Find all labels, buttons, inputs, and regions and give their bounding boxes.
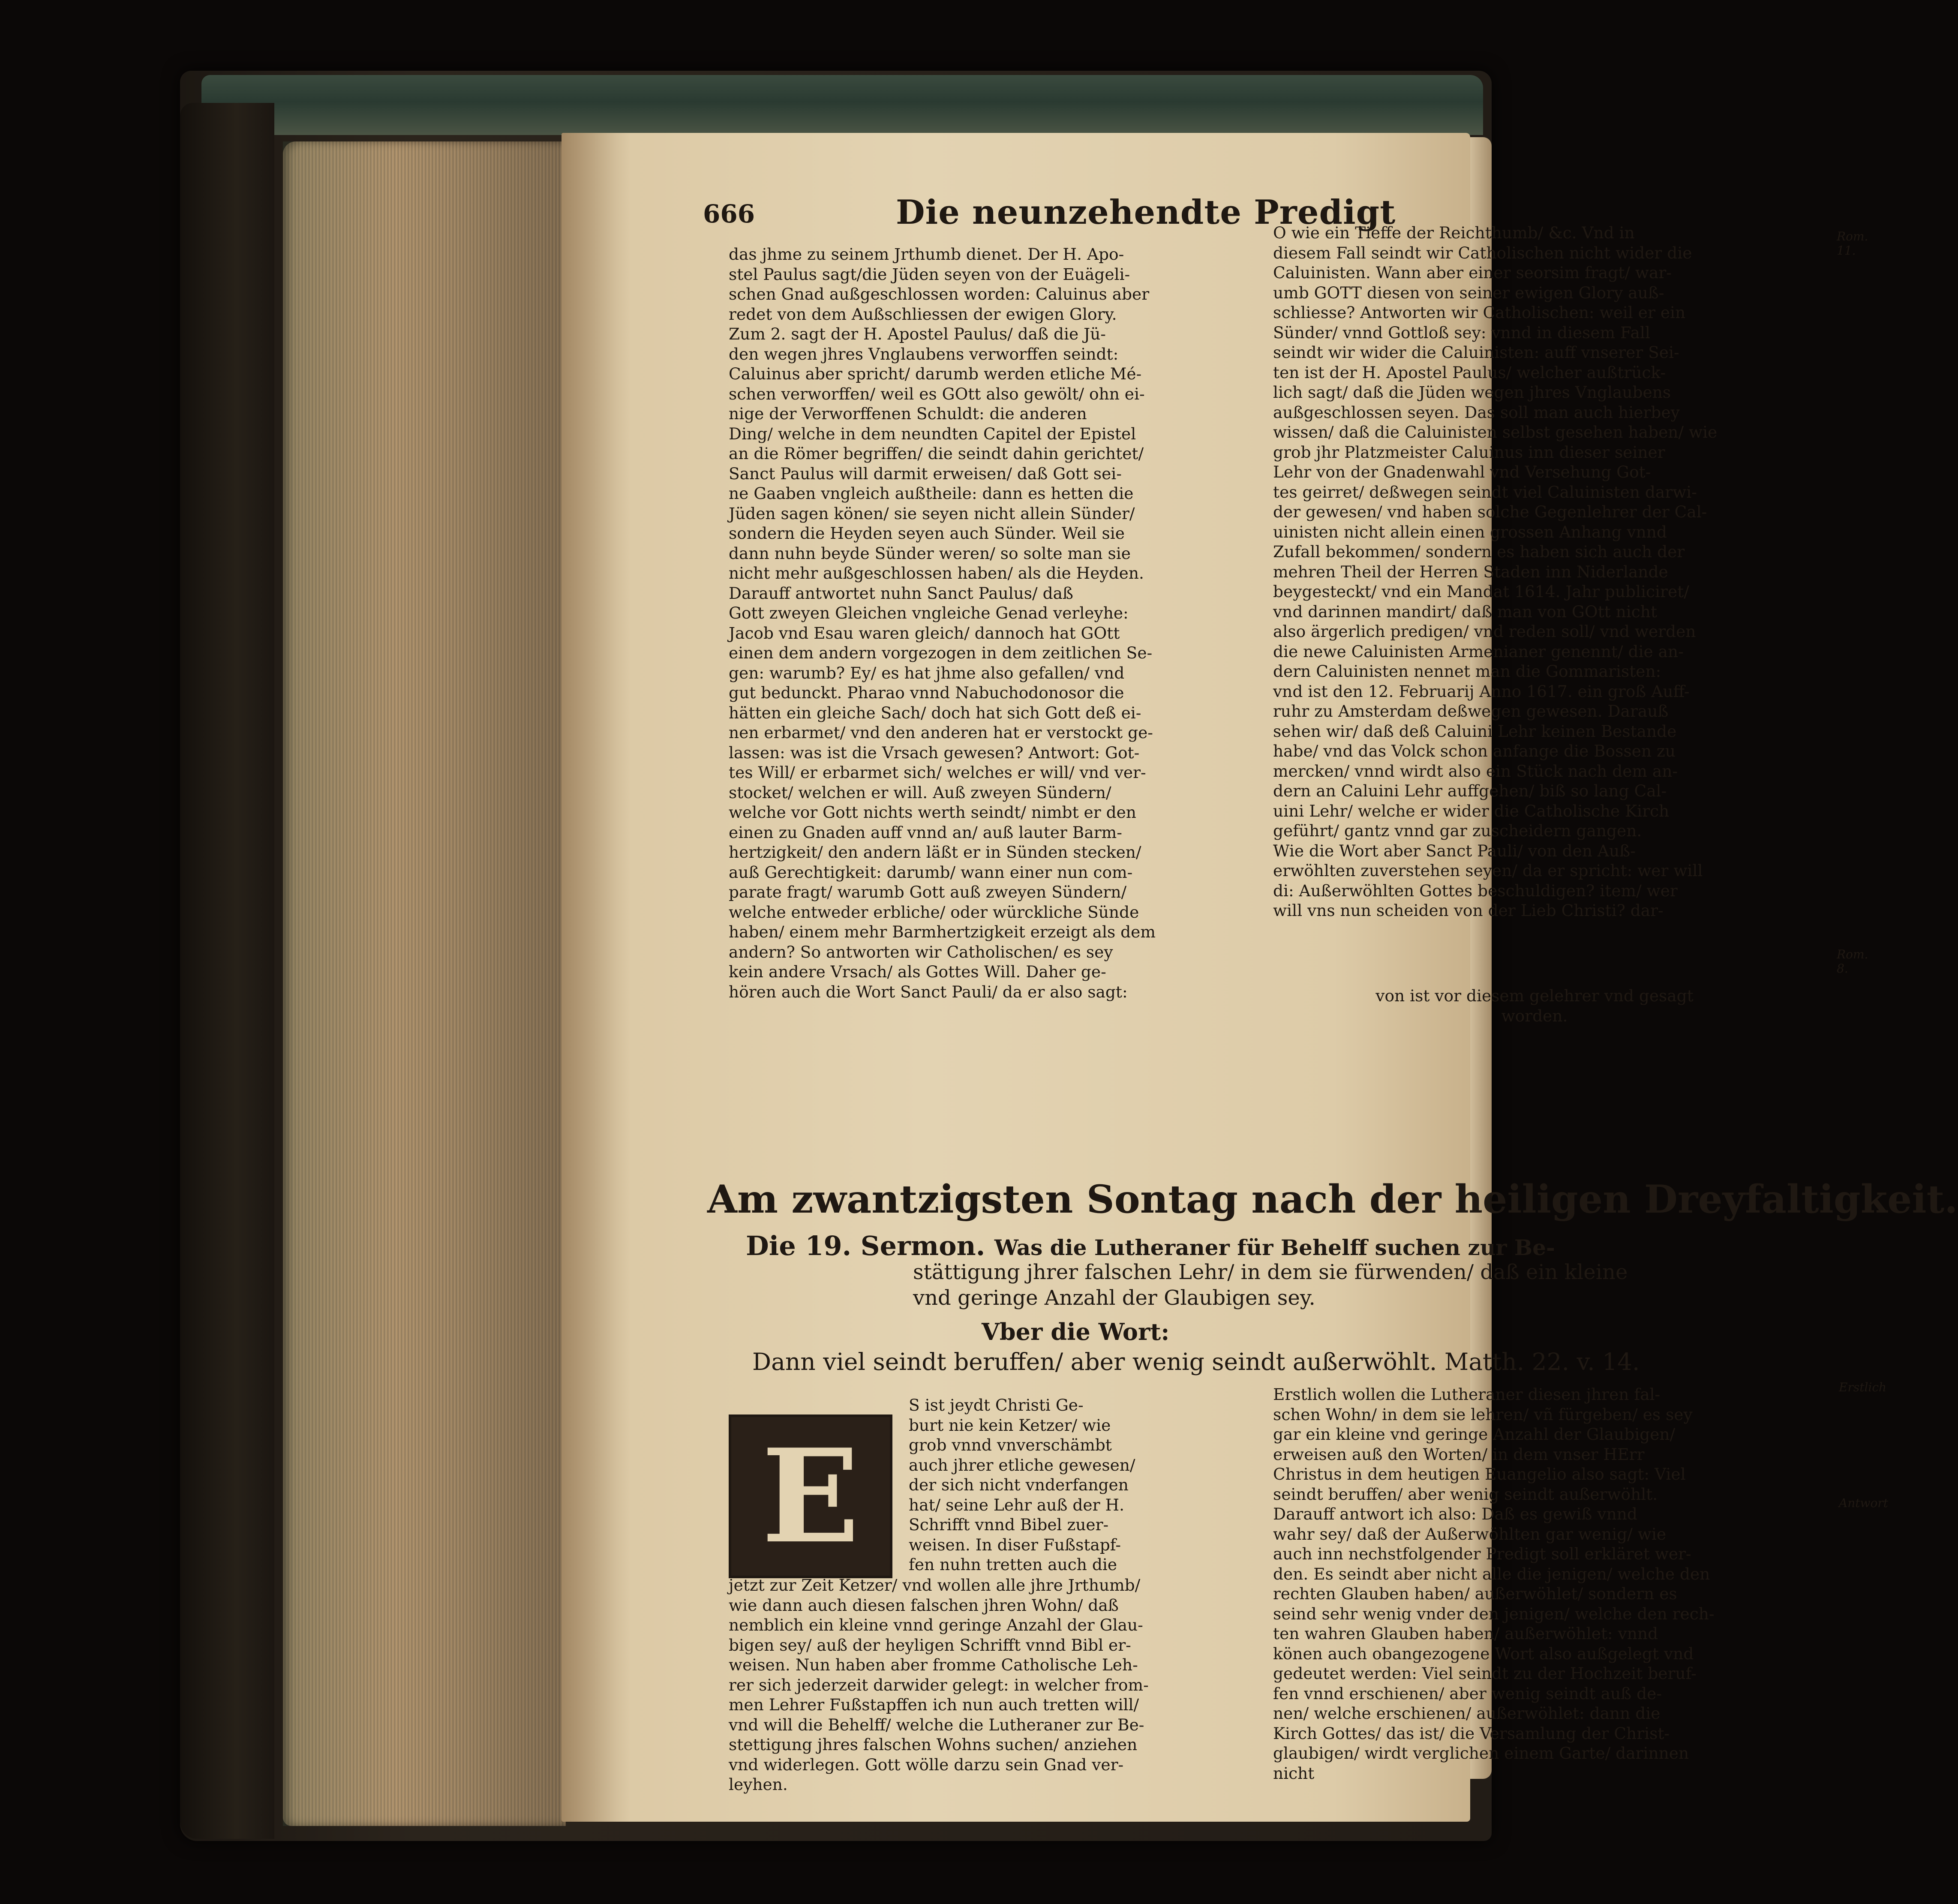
- cover-top-edge: [201, 75, 1483, 135]
- initial-letter: E: [761, 1420, 860, 1572]
- text-line: burt nie kein Ketzer/ wie: [909, 1415, 1111, 1435]
- text-line: dern an Caluini Lehr auffgehen/ biß so lang Cal-: [1273, 781, 1667, 800]
- text-line: Kirch Gottes/ das ist/ die Versamlung der Christ-: [1273, 1724, 1670, 1743]
- text-line: Wie die Wort aber Sanct Pauli/ von den Auß-: [1273, 841, 1636, 860]
- text-line: hören auch die Wort Sanct Pauli/ da er also sagt:: [729, 982, 1128, 1001]
- text-line: auch inn nechstfolgender Predigt soll erkläret wer-: [1273, 1544, 1691, 1563]
- text-line: stocket/ welchen er will. Auß zweyen Sündern/: [729, 783, 1111, 802]
- text-line: gar ein kleine vnd geringe Anzahl der Glaubigen/: [1273, 1425, 1676, 1444]
- text-line: an die Römer begriffen/ die seindt dahin gerichtet/: [729, 444, 1144, 463]
- text-line: erwöhlten zuverstehen seyen/ da er spricht: wer will: [1273, 861, 1703, 880]
- text-line: gen: warumb? Ey/ es hat jhme also gefallen/ vnd: [729, 663, 1125, 682]
- text-line: ruhr zu Amsterdam deßwegen gewesen. Darauß: [1273, 702, 1669, 721]
- text-line: also ärgerlich predigen/ vnd reden soll/ vnd werden: [1273, 622, 1696, 641]
- text-line: Jacob vnd Esau waren gleich/ dannoch hat GOtt: [729, 623, 1120, 643]
- sermon-left-below: [729, 1575, 1247, 1795]
- text-line: Darauff antwort ich also: Daß es gewiß vnnd: [1273, 1505, 1637, 1523]
- text-line: weisen. Nun haben aber fromme Catholische Leh-: [729, 1655, 1138, 1674]
- text-line: sehen wir/ daß deß Caluini Lehr keinen Bestande: [1273, 721, 1677, 741]
- text-line: schen Wohn/ in dem sie lehren/ vñ fürgeben/ es sey: [1273, 1405, 1693, 1424]
- text-line: ten ist der H. Apostel Paulus/ welcher außtrück-: [1273, 363, 1666, 382]
- text-line: Christus in dem heutigen Euangelio also sagt: Viel: [1273, 1465, 1686, 1484]
- text-line: mehren Theil der Herren Staden inn Niderlande: [1273, 562, 1668, 581]
- text-line: stel Paulus sagt/die Jüden seyen von der Euägeli-: [729, 264, 1130, 284]
- text-line: Darauff antwortet nuhn Sanct Paulus/ daß: [729, 583, 1073, 603]
- text-line: Lehr von der Gnadenwahl vnd Versehung Got-: [1273, 462, 1651, 481]
- text-line: den. Es seindt aber nicht alle die jenigen/ welche den: [1273, 1564, 1710, 1583]
- text-line: Erstlich wollen die Lutheraner diesen jhren fal-: [1273, 1385, 1661, 1404]
- sermon-title-3: vnd geringe Anzahl der Glaubigen sey.: [913, 1286, 1315, 1310]
- text-line: uini Lehr/ welche er wider die Catholische Kirch: [1273, 801, 1670, 820]
- sermon-title-line-1: [746, 1230, 1555, 1261]
- text-line: geführt/ gantz vnnd gar zuscheidern gangen.: [1273, 821, 1642, 840]
- text-line: dann nuhn beyde Sünder weren/ so solte man sie: [729, 544, 1131, 563]
- margin-note-erstlich: Erstlich: [1839, 1380, 1887, 1394]
- text-line: vnd ist den 12. Februarij Anno 1617. ein groß Auff-: [1273, 682, 1690, 701]
- text-line: O wie ein Tieffe der Reichthumb/ &c. Vnd in: [1273, 223, 1635, 242]
- text-line: worden.: [1501, 1006, 1568, 1025]
- text-line: ne Gaaben vngleich außtheile: dann es hetten die: [729, 484, 1134, 503]
- text-line: mercken/ vnnd wirdt also ein Stück nach dem an-: [1273, 761, 1678, 781]
- text-line: Jüden sagen könen/ sie seyen nicht allein Sünder/: [729, 504, 1135, 523]
- text-line: ten wahren Glauben haben/ außerwöhlet: vnnd: [1273, 1624, 1658, 1643]
- sermon-label: Die 19. Sermon.: [746, 1230, 985, 1261]
- text-line: auch jhrer etliche gewesen/: [909, 1455, 1135, 1475]
- words-heading: Vber die Wort:: [982, 1318, 1170, 1345]
- sermon-title-2: stättigung jhrer falschen Lehr/ in dem sie fürwenden/ daß ein kleine: [913, 1260, 1628, 1284]
- text-line: tes geirret/ deßwegen seindt viel Caluinisten darwi-: [1273, 482, 1697, 502]
- text-line: erweisen auß den Worten/ in dem vnser HErr: [1273, 1445, 1645, 1464]
- text-line: haben/ einem mehr Barmhertzigkeit erzeigt als dem: [729, 922, 1156, 941]
- page-number: 666: [703, 199, 755, 228]
- text-line: vnd darinnen mandirt/ daß man von GOtt nicht: [1273, 602, 1658, 621]
- text-line: bigen sey/ auß der heyligen Schrifft vnnd Bibl er-: [729, 1635, 1131, 1655]
- text-line: umb GOTT diesen von seiner ewigen Glory auß-: [1273, 283, 1664, 302]
- text-line: schen verworffen/ weil es GOtt also gewölt/ ohn ei-: [729, 384, 1145, 403]
- text-line: grob vnnd vnverschämbt: [909, 1436, 1112, 1454]
- decorated-initial: [729, 1414, 892, 1578]
- text-line: Zufall bekommen/ sondern es haben sich auch der: [1273, 542, 1685, 561]
- sermon-left-beside-initial: [909, 1395, 1247, 1575]
- text-line: könen auch obangezogene Wort also außgelegt vnd: [1273, 1644, 1694, 1663]
- text-line: gedeutet werden: Viel seindt zu der Hochzeit beruf-: [1273, 1664, 1697, 1683]
- text-line: Gott zweyen Gleichen vngleiche Genad verleyhe:: [729, 604, 1129, 622]
- text-line: kein andere Vrsach/ als Gottes Will. Daher ge-: [729, 962, 1106, 981]
- text-line: jetzt zur Zeit Ketzer/ vnd wollen alle jhre Jrthumb/: [729, 1576, 1141, 1595]
- text-line: der gewesen/ vnd haben solche Gegenlehrer der Cal-: [1273, 502, 1707, 521]
- text-line: lich sagt/ daß die Jüden wegen jhres Vnglaubens: [1273, 383, 1671, 402]
- text-line: men Lehrer Fußstapffen ich nun auch tretten will/: [729, 1695, 1139, 1714]
- text-line: einen dem andern vorgezogen in dem zeitlichen Se-: [729, 643, 1153, 662]
- text-line: nemblich ein kleine vnnd geringe Anzahl der Glau-: [729, 1616, 1143, 1634]
- text-line: vnd will die Behelff/ welche die Lutheraner zur Be-: [729, 1715, 1144, 1734]
- text-line: rechten Glauben haben/ außerwöhlet/ sondern es: [1273, 1584, 1677, 1603]
- text-line: weisen. In diser Fußstapf-: [909, 1535, 1121, 1554]
- text-line: welche vor Gott nichts werth seindt/ nimbt er den: [729, 803, 1136, 822]
- text-line: glaubigen/ wirdt verglichen einem Garte/ darinnen: [1273, 1744, 1689, 1763]
- text-line: Caluinisten. Wann aber einer seorsim fragt/ war-: [1273, 263, 1672, 282]
- text-line: andern? So antworten wir Catholischen/ es sey: [729, 942, 1113, 961]
- text-line: lassen: was ist die Vrsach gewesen? Antwort: Got-: [729, 743, 1140, 762]
- text-line: redet von dem Außschliessen der ewigen Glory.: [729, 304, 1117, 324]
- text-line: schliesse? Antworten wir Catholischen: weil er ein: [1273, 303, 1686, 322]
- bible-verse: Dann viel seindt beruffen/ aber wenig seindt außerwöhlt. Matth. 22. v. 14.: [752, 1348, 1640, 1375]
- text-line: außgeschlossen seyen. Das soll man auch hierbey: [1273, 402, 1680, 422]
- margin-note-antwort: Antwort: [1839, 1496, 1888, 1510]
- text-line: welche entweder erbliche/ oder würckliche Sünde: [729, 902, 1139, 922]
- text-line: wissen/ daß die Caluinisten selbst gesehen haben/ wie: [1273, 423, 1718, 441]
- text-line: der sich nicht vnderfangen: [909, 1475, 1129, 1494]
- margin-note-rom-11: Rom. 11.: [1837, 229, 1868, 258]
- text-line: beygesteckt/ vnd ein Mandat 1614. Jahr publiciret/: [1273, 582, 1689, 601]
- text-line: hertzigkeit/ den andern läßt er in Sünden stecken/: [729, 843, 1141, 862]
- right-column: [1273, 223, 1787, 921]
- text-line: einen zu Gnaden auff vnnd an/ auß lauter Barm-: [729, 823, 1122, 842]
- text-line: fen nuhn tretten auch die: [909, 1555, 1117, 1574]
- text-line: nicht mehr außgeschlossen haben/ als die Heyden.: [729, 564, 1144, 583]
- margin-note-rom-8: Rom. 8.: [1837, 947, 1868, 976]
- text-line: Zum 2. sagt der H. Apostel Paulus/ daß die Jü-: [729, 324, 1106, 343]
- text-line: habe/ vnd das Volck schon anfange die Bossen zu: [1273, 742, 1676, 760]
- text-line: von ist vor diesem gelehrer vnd gesagt: [1375, 986, 1694, 1005]
- text-line: den wegen jhres Vnglaubens verworffen seindt:: [729, 344, 1119, 363]
- text-line: seindt beruffen/ aber wenig seindt außerwöhlt.: [1273, 1484, 1658, 1504]
- text-line: sondern die Heyden seyen auch Sünder. Weil sie: [729, 524, 1125, 543]
- text-line: nicht: [1273, 1763, 1315, 1783]
- text-line: seindt wir wider die Caluinisten: auff vnserer Sei-: [1273, 343, 1679, 362]
- text-line: grob jhr Platzmeister Caluinus inn dieser seiner: [1273, 442, 1665, 462]
- text-line: schen Gnad außgeschlossen worden: Caluinus aber: [729, 285, 1150, 303]
- text-line: die newe Caluinisten Armenianer genennt/ die an-: [1273, 642, 1684, 661]
- text-line: hat/ seine Lehr auß der H.: [909, 1495, 1125, 1514]
- text-line: wahr sey/ daß der Außerwöhlten gar wenig/ wie: [1273, 1524, 1667, 1544]
- text-line: wie dann auch diesen falschen jhren Wohn/ daß: [729, 1595, 1119, 1615]
- right-column-end: [1299, 986, 1770, 1026]
- text-line: uinisten nicht allein einen grossen Anhang vnnd: [1273, 522, 1667, 541]
- left-column: [729, 244, 1247, 1002]
- text-line: parate fragt/ warumb Gott auß zweyen Sündern/: [729, 883, 1127, 901]
- text-line: Sanct Paulus will darmit erweisen/ daß Gott sei-: [729, 464, 1122, 483]
- text-line: stettigung jhres falschen Wohns suchen/ anziehen: [729, 1735, 1138, 1754]
- sermon-title-1: Was die Lutheraner für Behelff suchen zur Be-: [994, 1235, 1555, 1260]
- text-line: fen vnnd erschienen/ aber wenig seindt auß de-: [1273, 1684, 1662, 1703]
- text-line: Caluinus aber spricht/ darumb werden etliche Mé-: [729, 364, 1142, 383]
- text-line: das jhme zu seinem Jrthumb dienet. Der H. Apo-: [729, 245, 1124, 264]
- text-line: gut bedunckt. Pharao vnnd Nabuchodonosor die: [729, 683, 1124, 702]
- text-line: auß Gerechtigkeit: darumb/ wann einer nun com-: [729, 862, 1133, 882]
- sermon-right-column: [1273, 1384, 1787, 1783]
- book-spine: [180, 103, 274, 1839]
- text-line: nen/ welche erschienen/ außerwöhlet: dann die: [1273, 1704, 1661, 1723]
- text-line: vnd widerlegen. Gott wölle darzu sein Gnad ver-: [729, 1755, 1124, 1774]
- text-line: Sünder/ vnnd Gottloß sey: vnnd in diesem Fall: [1273, 323, 1650, 342]
- text-line: Ding/ welche in dem neundten Capitel der Epistel: [729, 424, 1136, 443]
- text-line: diesem Fall seindt wir Catholischen nicht wider die: [1273, 243, 1692, 262]
- text-line: leyhen.: [729, 1775, 788, 1794]
- text-line: dern Caluinisten nennet man die Gommaristen:: [1273, 662, 1661, 681]
- text-line: S ist jeydt Christi Ge-: [909, 1396, 1084, 1414]
- book-page: [562, 133, 1958, 1822]
- page-edges-block: [283, 141, 566, 1826]
- text-line: will vns nun scheiden von der Lieb Christi? dar-: [1273, 901, 1664, 920]
- text-line: di: Außerwöhlten Gottes beschuldigen? item/ wer: [1273, 881, 1678, 900]
- text-line: rer sich jederzeit darwider gelegt: in welcher from-: [729, 1675, 1149, 1694]
- text-line: seind sehr wenig vnder den jenigen/ welche den rech-: [1273, 1604, 1715, 1623]
- text-line: tes Will/ er erbarmet sich/ welches er will/ vnd ver-: [729, 763, 1146, 782]
- text-line: Schrifft vnnd Bibel zuer-: [909, 1515, 1109, 1534]
- text-line: nige der Verworffenen Schuldt: die anderen: [729, 404, 1087, 423]
- running-head: Die neunzehendte Predigt: [896, 193, 1396, 232]
- text-line: nen erbarmet/ vnd den anderen hat er verstockt ge-: [729, 723, 1153, 742]
- section-heading: Am zwantzigsten Sontag nach der heiligen Dreyfaltigkeit.: [707, 1177, 1958, 1222]
- text-line: hätten ein gleiche Sach/ doch hat sich Gott deß ei-: [729, 703, 1141, 722]
